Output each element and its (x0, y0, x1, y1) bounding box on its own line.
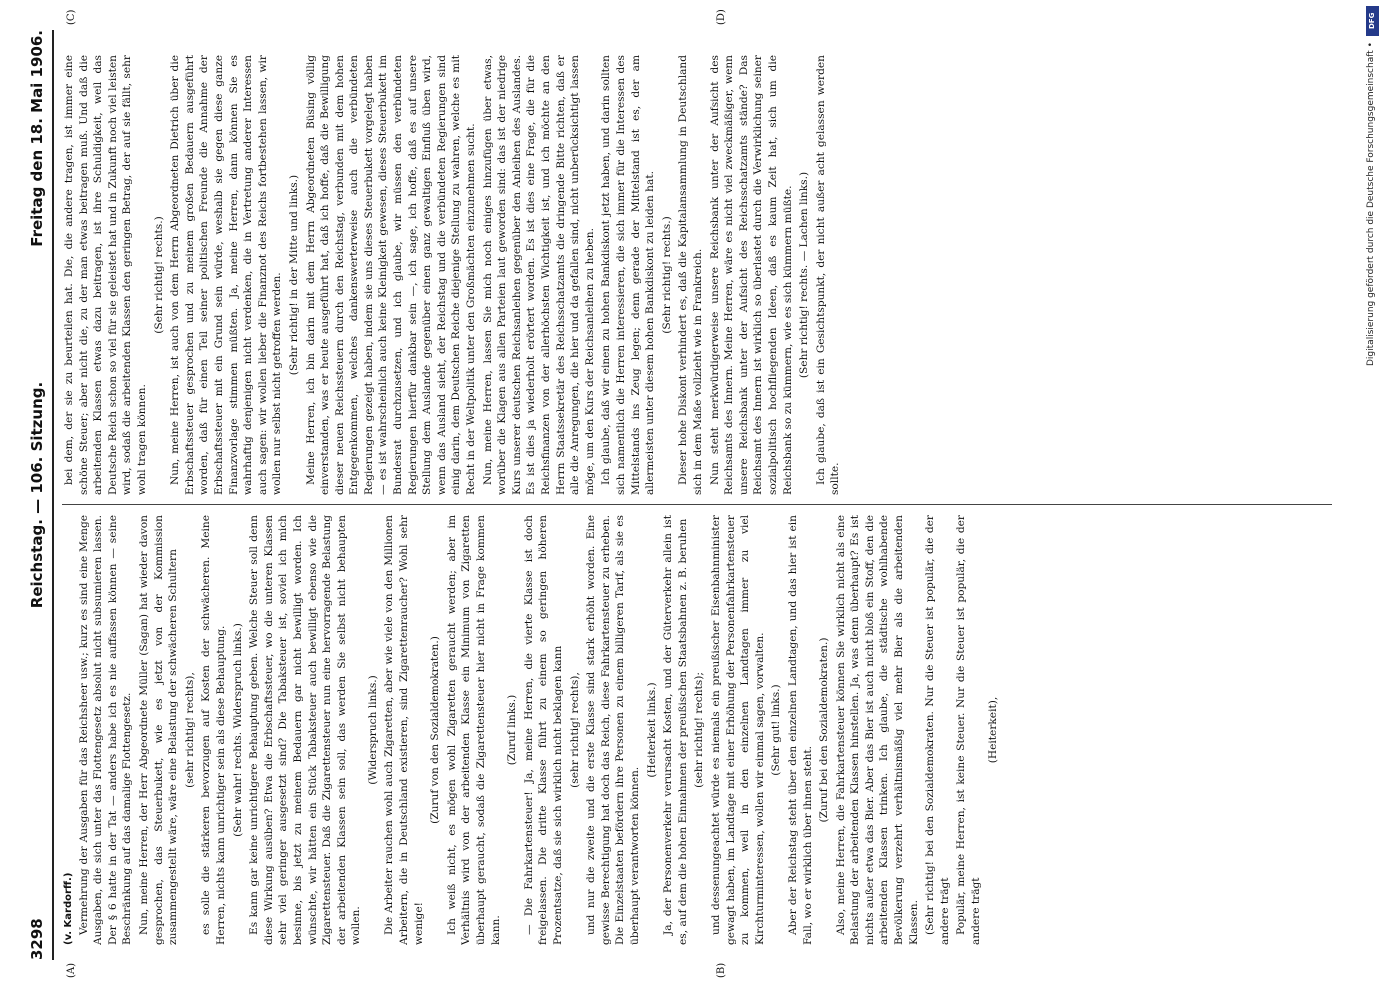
speech-paragraph: — Die Fahrkartensteuer! Ja, meine Herren, die vierte Klasse ist doch freigelassen. Die dritte Klasse führt zu einem so geringen höheren Prozentsatze, daß sie sich wirklich nicht beklagen kann (522, 515, 564, 945)
interjection: (Sehr wahr! rechts. Widerspruch links.) (231, 623, 244, 837)
column-divider (62, 504, 1332, 505)
dfg-logo-badge: DFG (1366, 6, 1379, 36)
interjection: (Heiterkeit links.) (645, 682, 658, 778)
running-header (28, 30, 52, 960)
header-rule (52, 30, 54, 960)
interjection: (sehr richtig! rechts), (183, 672, 196, 788)
interjection: (Zuruf links.) (506, 694, 519, 766)
speech-paragraph: Also, meine Herren, die Fahrkartensteuer können Sie wirklich nicht als eine Belastung der arbeitenden Klassen hinstellen. Ja, was denn überhaupt? Es ist nichts außer etwa das Bier. Aber das Bier ist auch nicht bloß ein Stoff, den die arbeitenden Klassen trinken. Ich glaube, die städtische wohlhabende Bevölkerung verzehrt verhältnismäßig viel mehr Bier als die arbeitenden Klassen. (834, 515, 920, 945)
speech-paragraph: Meine Herren, ich bin darin mit dem Herrn Abgeordneten Büsing völlig einverstanden, was er heute ausgeführt hat, daß ich hoffe, daß die Bewilligung dieser neuen Reichssteuern durch den Reichstag, verbunden mit dem hohen Entgegenkommen, welches dankenswerterweise auch die verbündeten Regierungen gezeigt haben, indem sie uns dieses Steuerbukett vorgelegt haben — es ist wahrscheinlich auch keine Kleinigkeit gewesen, dieses Steuerbukett im Bundesrat durchzusetzen, und ich glaube, wir müssen den verbündeten Regierungen hierfür dankbar sein —, ich sage, ich hoffe, daß es auf unsere Stellung dem Auslande gegenüber einen ganz gewaltigen Einfluß üben wird, wenn das Ausland sieht, der Reichstag und die verbündeten Regierungen sind einig darin, dem Deutschen Reiche diejenige Stellung zu wahren, welche es mit Recht in der Weltpolitik unter den Großmächten einzunehmen sucht. (304, 55, 478, 495)
speech-paragraph: Nun steht merkwürdigerweise unsere Reichsbank unter der Aufsicht des Reichsamts des Innern. Meine Herren, wäre es nicht viel zweckmäßiger, wenn unsere Reichsbank unter der Aufsicht des Reichsschatzamts stände? Das Reichsamt des Innern ist wirklich so überlastet durch die Verwirklichung seiner sozialpolitisch hochfliegenden Ideen, daß es kaum Zeit hat, sich um die Reichsbank so zu kümmern, wie es sich kümmern müßte. (708, 55, 794, 495)
speech-paragraph: Ich glaube, daß ist ein Gesichtspunkt, der nicht außer acht gelassen werden sollte. (814, 55, 842, 495)
speech-paragraph: und nur die zweite und die erste Klasse sind stark erhöht worden. Eine gewisse Berechtigung hat doch das Reich, diese Fahrkartensteuer zu erheben. Die Einzelstaaten befördern ihre Personen zu einem billigeren Tarif, als sie es überhaupt verantworten können. (585, 515, 641, 945)
speech-paragraph: es solle die stärkeren bevorzugen auf Kosten der schwächeren. Meine Herren, nichts kann unrichtiger sein als diese Behauptung. (200, 515, 227, 945)
interjection: (Zuruf bei den Sozialdemokraten.) (818, 637, 831, 823)
speech-paragraph: Nun, meine Herren, der Herr Abgeordnete Müller (Sagan) hat wieder davon gesprochen, das Steuerbukett, wie es jetzt von der Kommission zusammengestellt wäre, wäre eine Belastung der schwächeren Schultern (137, 515, 180, 945)
header-date: Freitag den 18. Mai 1906. (28, 30, 46, 247)
page-number: 3298 (28, 918, 46, 960)
interjection: (Sehr richtig! rechts. — Lachen links.) (798, 171, 811, 379)
speech-paragraph: und dessenungeachtet würde es niemals ein preußischer Eisenbahnminister gewagt haben, im Landtage mit einer Erhöhung der Personenfahrkartensteuer zu kommen, weil in den einzelnen Landtagen immer zu viel Kirchturminteressen, wollen wir einmal sagen, vorwalten. (709, 515, 766, 945)
interjection: (Widerspruch links.) (366, 675, 379, 785)
interjection: (Sehr richtig! in der Mitte und links.) (287, 174, 300, 376)
rotated-page (26, 0, 1356, 1000)
interjection: (Heiterkeit), (986, 696, 999, 764)
speech-paragraph: Es kann gar keine unrichtigere Behauptung geben. Welche Steuer soll denn diese Wirkung ausüben? Etwa die Erbschaftssteuer, wo die unteren Klassen sehr viel geringer ausgesetzt sind? Die Tabaksteuer ist, soviel ich mich besinne, bis jetzt zu meinem Bedauern gar nicht bewilligt worden. Ich wünschte, wir hätten ein Stück Tabaksteuer auch bewilligt ebenso wie die Zigarettensteuer. Daß die Zigarettensteuer nun eine hervorragende Belastung der arbeitenden Klassen sein soll, das werden Sie selbst nicht behaupten wollen. (248, 515, 363, 945)
speech-paragraph: Populär, meine Herren, ist keine Steuer. Nur die Steuer ist populär, die der andere trägt (955, 515, 983, 945)
margin-letter-b: (B) (716, 962, 727, 978)
speech-paragraph: Vermehrung der Ausgaben für das Reichsheer usw.; kurz es sind eine Menge Ausgaben, die sich unter das Flottengesetz absolut nicht subsumieren lassen. Der § 6 hatte in der Tat — anders habe ich es nie auffassen können — seine Beschränkung auf das damalige Flottengesetz. (77, 515, 134, 945)
speech-paragraph: Ich weiß nicht, es mögen wohl Zigaretten geraucht werden; aber im Verhältnis wird von der arbeitenden Klasse ein Minimum von Zigaretten überhaupt geraucht, sodaß die Zigarettensteuer hier nicht in Frage kommen kann. (445, 515, 502, 945)
speech-paragraph: Nun, meine Herren, lassen Sie mich noch einiges hinzufügen über etwas, worüber die Klagen aus allen Parteien laut geworden sind: das ist der niedrige Kurs unserer deutschen Reichsanleihen gegenüber den Anleihen des Auslandes. Es ist dies ja wiederholt erörtert worden. Es ist dies eine Frage, die für die Reichsfinanzen von der allerhöchsten Wichtigkeit ist, und ich möchte an den Herrn Staatssekretär des Reichsschatzamts die dringende Bitte richten, daß er alle die Anregungen, die hier und da gefallen sind, nicht unberücksichtigt lassen möge, um den Kurs der Reichsanleihen zu heben. (481, 55, 596, 495)
speech-paragraph: Aber der Reichstag steht über den einzelnen Landtagen, und das hier ist ein Fall, wo er wirklich über ihnen steht. (786, 515, 814, 945)
speech-paragraph: Dieser hohe Diskont verhindert es, daß die Kapitalansammlung in Deutschland sich in dem Maße vollzieht wie in Frankreich. (677, 55, 704, 495)
interjection: (sehr richtig! rechts); (693, 672, 706, 788)
interjection: (Sehr gut! links.) (770, 684, 783, 776)
speech-paragraph: Ich glaube, daß wir einen zu hohen Bankdiskont jetzt haben, und darin sollten sich namentlich die Herren interessieren, die sich immer für die Interessen des Mittelstands ins Zeug legen; denn gerade der Mittelstand ist es, der am allermeisten unter diesem hohen Bankdiskont zu leiden hat. (600, 55, 657, 495)
interjection: (sehr richtig! rechts), (568, 672, 581, 788)
digitization-credit: Digitalisierung gefördert durch die Deutsche Forschungsgemeinschaft • (1366, 42, 1376, 366)
margin-letter-a: (A) (66, 962, 77, 978)
text-column-left (62, 515, 1332, 945)
speech-paragraph: (Sehr richtig! bei den Sozialdemokraten. Nur die Steuer ist populär, die der andere trägt (924, 515, 951, 945)
margin-letter-d: (D) (716, 9, 727, 25)
interjection: (Zuruf von den Sozialdemokraten.) (429, 636, 442, 824)
speech-paragraph: Die Arbeiter rauchen wohl auch Zigaretten, aber wie viele von den Millionen Arbeitern, die in Deutschland existieren, sind Zigarettenraucher? Wohl sehr wenige! (383, 515, 425, 945)
interjection: (Sehr richtig! rechts.) (152, 216, 165, 334)
margin-letter-c: (C) (66, 9, 77, 25)
text-column-right (62, 55, 1332, 495)
speaker-name: (v. Kardorff.) (63, 872, 74, 945)
speech-paragraph: bei dem, der sie zu beurteilen hat. Die, die andere tragen, ist immer eine schöne Steuer; aber nicht die, zu der man etwas beitragen muß. Und daß die arbeitenden Klassen etwas dazu beitragen, ist ihre Schuldigkeit, weil das Deutsche Reich schon so viel für sie geleistet hat und in Zukunft noch viel leisten wird, sodaß die arbeitenden Klassen den geringen Betrag, der auf sie fällt, sehr wohl tragen können. (63, 55, 148, 495)
interjection: (Sehr richtig! rechts.) (660, 216, 673, 334)
header-title: Reichstag. — 106. Sitzung. (28, 381, 46, 609)
speech-paragraph: Nun, meine Herren, ist auch von dem Herrn Abgeordneten Dietrich über die Erbschaftssteuer gesprochen und zu meinem großen Bedauern ausgeführt worden, daß für einen Teil seiner politischen Freunde die Annahme der Erbschaftssteuer mit ein Grund sein würde, weshalb sie gegen diese ganze Finanzvorlage stimmen müßten. Ja, meine Herren, dann können Sie es wahrhaftig denjenigen nicht verdenken, die in Vertretung anderer Interessen auch sagen: wir wollen lieber die Finanznot des Reichs fortbestehen lassen, wir wollen nur selbst nicht getroffen werden. (169, 55, 284, 495)
speech-paragraph: Ja, der Personenverkehr verursacht Kosten, und der Güterverkehr allein ist es, auf dem die hohen Einnahmen der preußischen Staatsbahnen z. B. beruhen (662, 515, 689, 945)
